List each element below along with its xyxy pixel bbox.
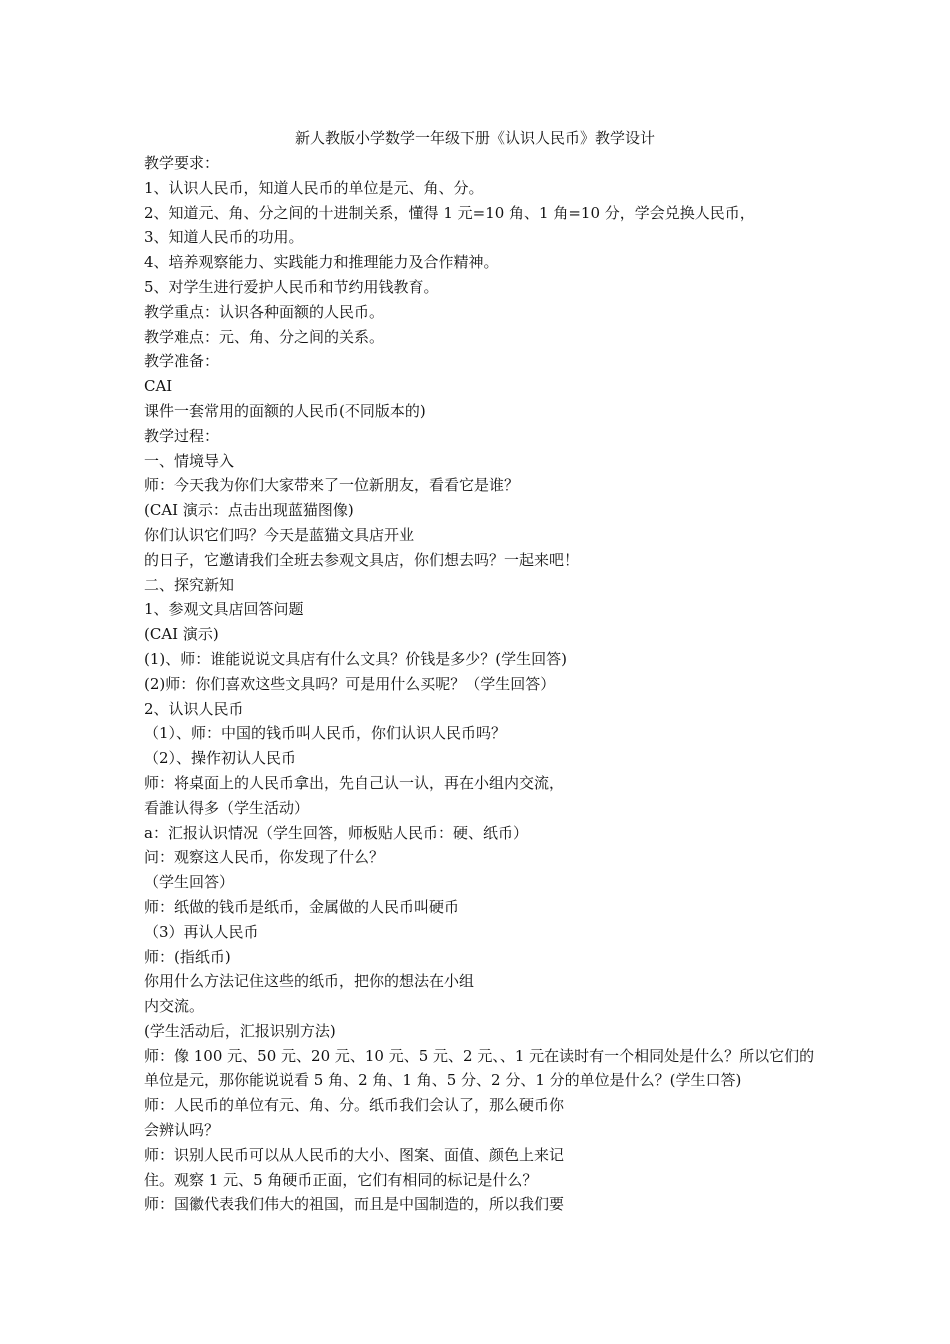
- text-line: 教学难点：元、角、分之间的关系。: [144, 327, 385, 346]
- text-line: 2、认识人民币: [144, 699, 244, 718]
- text-line: (学生活动后，汇报识别方法): [144, 1021, 336, 1040]
- text-line: 课件一套常用的面额的人民币(不同版本的): [144, 401, 426, 420]
- text-line: 1、认识人民币，知道人民币的单位是元、角、分。: [144, 178, 484, 197]
- text-line: (CAI 演示：点击出现蓝猫图像): [144, 501, 354, 520]
- text-line: 师：识别人民币可以从人民币的大小、图案、面值、颜色上来记: [144, 1145, 565, 1164]
- text-line: 单位是元，那你能说说看 5 角、2 角、1 角、5 分、2 分、1 分的单位是什么？(学生口答): [144, 1071, 742, 1090]
- document-body: [144, 151, 824, 1217]
- text-line: （学生回答）: [144, 873, 235, 892]
- text-line: 师：国徽代表我们伟大的祖国，而且是中国制造的，所以我们要: [144, 1195, 565, 1214]
- text-line: 2、知道元、角、分之间的十进制关系，懂得 1 元=10 角、1 角=10 分，学会兑换人民币，: [144, 203, 755, 222]
- text-line: (CAI 演示): [144, 625, 219, 644]
- text-line: 一、情境导入: [144, 451, 235, 470]
- text-line: 教学过程：: [144, 426, 220, 445]
- text-line: 二、探究新知: [144, 575, 235, 594]
- text-line: 师：人民币的单位有元、角、分。纸币我们会认了，那么硬币你: [144, 1096, 565, 1115]
- text-line: 你用什么方法记住这些的纸币，把你的想法在小组: [144, 972, 475, 991]
- text-line: 问：观察这人民币，你发现了什么？: [144, 848, 385, 867]
- text-line: 会辨认吗？: [144, 1121, 220, 1140]
- text-line: 你们认识它们吗？今天是蓝猫文具店开业: [144, 525, 415, 544]
- text-line: 住。观察 1 元、5 角硬币正面，它们有相同的标记是什么？: [144, 1170, 538, 1189]
- text-line: 师：今天我为你们大家带来了一位新朋友，看看它是谁？: [144, 476, 520, 495]
- text-line: 5、对学生进行爱护人民币和节约用钱教育。: [144, 277, 439, 296]
- text-line: 师：(指纸币): [144, 947, 231, 966]
- text-line: a：汇报认识情况（学生回答，师板贴人民币：硬、纸币）: [144, 823, 528, 842]
- text-line: （3）再认人民币: [144, 922, 259, 941]
- text-line: 3、知道人民币的功用。: [144, 228, 304, 247]
- text-line: 师：纸做的钱币是纸币，金属做的人民币叫硬币: [144, 897, 460, 916]
- text-line: （1）、师：中国的钱币叫人民币，你们认识人民币吗？: [144, 724, 507, 743]
- text-line: 内交流。: [144, 997, 205, 1016]
- text-line: 的日子，它邀请我们全班去参观文具店，你们想去吗？一起来吧！: [144, 550, 580, 569]
- text-line: 看誰认得多（学生活动）: [144, 798, 310, 817]
- text-line: (1)、师：谁能说说文具店有什么文具？价钱是多少？(学生回答): [144, 649, 567, 668]
- text-line: 教学准备：: [144, 352, 220, 371]
- text-line: （2）、操作初认人民币: [144, 749, 297, 768]
- text-line: 4、培养观察能力、实践能力和推理能力及合作精神。: [144, 253, 499, 272]
- text-line: 1、参观文具店回答问题: [144, 600, 304, 619]
- text-line: 师：将桌面上的人民币拿出，先自己认一认，再在小组内交流，: [144, 773, 565, 792]
- text-line: 教学要求：: [144, 154, 220, 172]
- text-line: 师：像 100 元、50 元、20 元、10 元、5 元、2 元、、1 元在读时有一个相同处是什么？所以它们的: [144, 1046, 815, 1065]
- text-line: (2)师：你们喜欢这些文具吗？可是用什么买呢？（学生回答）: [144, 674, 556, 693]
- text-line: CAI: [144, 377, 173, 396]
- document-title: 新人教版小学数学一年级下册《认识人民币》教学设计: [294, 129, 655, 147]
- text-line: 教学重点：认识各种面额的人民币。: [144, 302, 385, 321]
